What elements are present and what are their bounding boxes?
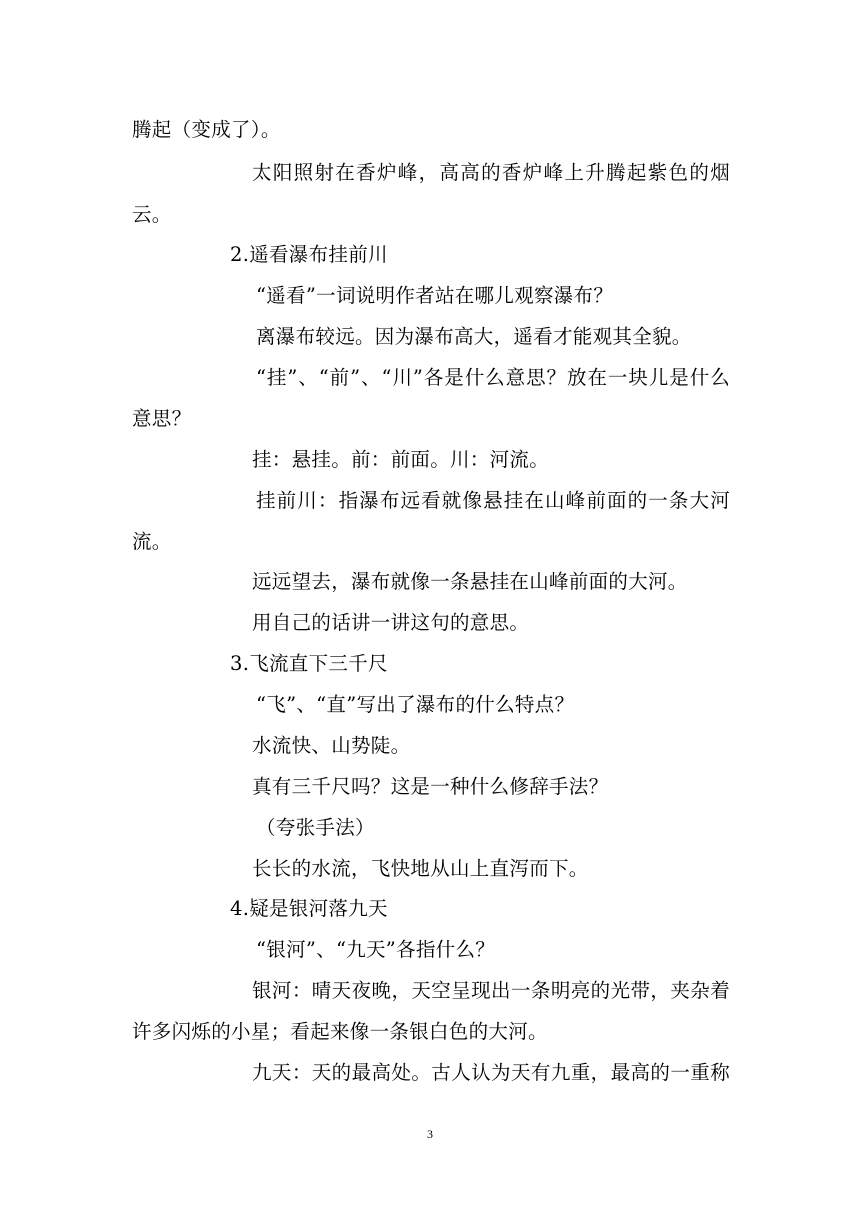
text-line: “挂”、“前”、“川”各是什么意思？放在一块儿是什么 [256,366,730,389]
text-line: 云。 [132,203,172,226]
text-line: 银河：晴天夜晚，天空呈现出一条明亮的光带，夹杂着 [252,979,730,1002]
text-line: “银河”、“九天”各指什么？ [256,938,496,961]
text-line: 九天：天的最高处。古人认为天有九重，最高的一重称 [252,1061,730,1084]
text-line: 太阳照射在香炉峰，高高的香炉峰上升腾起紫色的烟 [252,161,730,184]
page-number: 3 [427,1127,433,1141]
text-line: 腾起（变成了）。 [132,118,281,141]
text-line: 离瀑布较远。因为瀑布高大，遥看才能观其全貌。 [256,325,692,348]
text-line: 许多闪烁的小星；看起来像一条银白色的大河。 [132,1020,548,1043]
text-line: 意思？ [132,407,192,430]
section-heading: 3.飞流直下三千尺 [230,652,388,675]
section-heading: 2.遥看瀑布挂前川 [230,243,388,266]
text-line: “飞”、“直”写出了瀑布的什么特点？ [256,693,575,716]
text-line: 真有三千尺吗？这是一种什么修辞手法？ [252,775,609,798]
text-line: 长长的水流，飞快地从山上直泻而下。 [252,857,589,880]
text-line: 用自己的话讲一讲这句的意思。 [252,611,530,634]
text-line: 远远望去，瀑布就像一条悬挂在山峰前面的大河。 [252,570,688,593]
text-line: （夸张手法） [256,816,375,839]
text-line: 水流快、山势陡。 [252,734,411,757]
text-line: “遥看”一词说明作者站在哪儿观察瀑布？ [256,284,614,307]
text-line: 挂前川：指瀑布远看就像悬挂在山峰前面的一条大河 [256,489,730,512]
text-line: 流。 [132,530,172,553]
text-line: 挂：悬挂。前：前面。川：河流。 [252,448,550,471]
section-heading: 4.疑是银河落九天 [230,897,388,920]
